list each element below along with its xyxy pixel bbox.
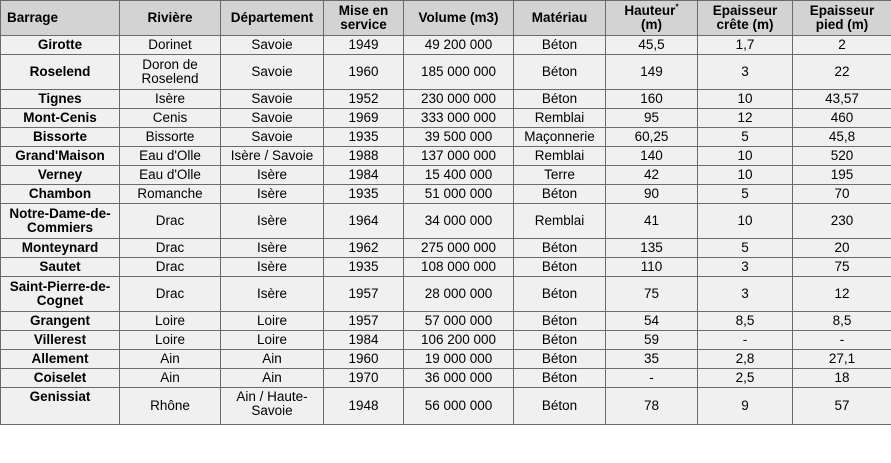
cell-departement: Loire	[221, 331, 324, 350]
cell-mise-en-service: 1948	[324, 388, 404, 425]
cell-hauteur: 60,25	[606, 128, 698, 147]
cell-epaisseur-pied: 43,57	[793, 90, 891, 109]
table-body	[1, 36, 891, 425]
cell-volume: 333 000 000	[404, 109, 514, 128]
cell-epaisseur-pied: 70	[793, 185, 891, 204]
cell-departement: Isère	[221, 277, 324, 312]
header-hauteur-unit: (m)	[641, 17, 662, 32]
cell-departement: Isère	[221, 258, 324, 277]
table-row	[1, 277, 891, 312]
cell-departement: Isère / Savoie	[221, 147, 324, 166]
header-volume: Volume (m3)	[404, 1, 514, 36]
cell-volume: 230 000 000	[404, 90, 514, 109]
cell-epaisseur-pied: 22	[793, 55, 891, 90]
cell-departement: Isère	[221, 166, 324, 185]
table-row	[1, 331, 891, 350]
cell-epaisseur-crete: 10	[698, 166, 793, 185]
cell-hauteur: 149	[606, 55, 698, 90]
cell-hauteur: 41	[606, 204, 698, 239]
cell-barrage: Monteynard	[1, 239, 120, 258]
table-row	[1, 109, 891, 128]
cell-materiau: Remblai	[514, 147, 606, 166]
cell-hauteur: 42	[606, 166, 698, 185]
cell-barrage: Villerest	[1, 331, 120, 350]
cell-departement: Isère	[221, 185, 324, 204]
cell-epaisseur-pied: 460	[793, 109, 891, 128]
cell-riviere: Loire	[120, 312, 221, 331]
cell-volume: 275 000 000	[404, 239, 514, 258]
cell-riviere: Drac	[120, 258, 221, 277]
table-row	[1, 204, 891, 239]
cell-epaisseur-crete: 3	[698, 55, 793, 90]
cell-mise-en-service: 1970	[324, 369, 404, 388]
cell-volume: 137 000 000	[404, 147, 514, 166]
cell-hauteur: 54	[606, 312, 698, 331]
cell-materiau: Béton	[514, 277, 606, 312]
cell-mise-en-service: 1960	[324, 350, 404, 369]
cell-materiau: Béton	[514, 369, 606, 388]
cell-materiau: Remblai	[514, 204, 606, 239]
cell-departement: Savoie	[221, 90, 324, 109]
header-mise-en-service: Mise en service	[324, 1, 404, 36]
cell-departement: Isère	[221, 204, 324, 239]
cell-barrage: Allement	[1, 350, 120, 369]
cell-barrage: Tignes	[1, 90, 120, 109]
cell-barrage: Bissorte	[1, 128, 120, 147]
header-hauteur-note-mark: *	[675, 2, 679, 12]
cell-departement: Savoie	[221, 109, 324, 128]
cell-hauteur: 45,5	[606, 36, 698, 55]
header-materiau: Matériau	[514, 1, 606, 36]
cell-barrage: Mont-Cenis	[1, 109, 120, 128]
cell-volume: 108 000 000	[404, 258, 514, 277]
header-riviere: Rivière	[120, 1, 221, 36]
cell-epaisseur-crete: 1,7	[698, 36, 793, 55]
table-row	[1, 128, 891, 147]
cell-materiau: Béton	[514, 55, 606, 90]
cell-epaisseur-crete: 2,5	[698, 369, 793, 388]
cell-materiau: Béton	[514, 388, 606, 425]
cell-departement: Savoie	[221, 36, 324, 55]
cell-epaisseur-crete: -	[698, 331, 793, 350]
header-barrage: Barrage	[1, 1, 120, 36]
cell-volume: 185 000 000	[404, 55, 514, 90]
cell-mise-en-service: 1935	[324, 258, 404, 277]
table-row	[1, 185, 891, 204]
cell-mise-en-service: 1960	[324, 55, 404, 90]
cell-riviere: Drac	[120, 204, 221, 239]
cell-barrage: Verney	[1, 166, 120, 185]
cell-epaisseur-pied: 20	[793, 239, 891, 258]
cell-epaisseur-pied: 230	[793, 204, 891, 239]
cell-riviere: Loire	[120, 331, 221, 350]
cell-barrage: Notre-Dame-de-Commiers	[1, 204, 120, 239]
cell-materiau: Maçonnerie	[514, 128, 606, 147]
cell-epaisseur-pied: 18	[793, 369, 891, 388]
cell-hauteur: 90	[606, 185, 698, 204]
cell-materiau: Béton	[514, 350, 606, 369]
table-row	[1, 147, 891, 166]
cell-epaisseur-pied: 45,8	[793, 128, 891, 147]
cell-volume: 51 000 000	[404, 185, 514, 204]
cell-epaisseur-pied: 8,5	[793, 312, 891, 331]
cell-epaisseur-crete: 12	[698, 109, 793, 128]
cell-hauteur: 135	[606, 239, 698, 258]
cell-volume: 36 000 000	[404, 369, 514, 388]
cell-epaisseur-crete: 9	[698, 388, 793, 425]
cell-epaisseur-pied: 12	[793, 277, 891, 312]
cell-departement: Savoie	[221, 55, 324, 90]
cell-departement: Loire	[221, 312, 324, 331]
cell-departement: Isère	[221, 239, 324, 258]
header-hauteur	[606, 1, 698, 36]
cell-mise-en-service: 1964	[324, 204, 404, 239]
cell-riviere: Bissorte	[120, 128, 221, 147]
cell-epaisseur-crete: 10	[698, 204, 793, 239]
cell-epaisseur-crete: 5	[698, 239, 793, 258]
cell-materiau: Béton	[514, 90, 606, 109]
cell-epaisseur-crete: 5	[698, 185, 793, 204]
cell-riviere: Doron de Roselend	[120, 55, 221, 90]
cell-barrage: Coiselet	[1, 369, 120, 388]
cell-hauteur: 78	[606, 388, 698, 425]
cell-barrage: Grangent	[1, 312, 120, 331]
cell-riviere: Ain	[120, 369, 221, 388]
cell-hauteur: 75	[606, 277, 698, 312]
cell-volume: 39 500 000	[404, 128, 514, 147]
cell-hauteur: 140	[606, 147, 698, 166]
table-row	[1, 90, 891, 109]
cell-barrage: Genissiat	[1, 388, 120, 425]
cell-epaisseur-crete: 3	[698, 277, 793, 312]
cell-volume: 106 200 000	[404, 331, 514, 350]
cell-departement: Ain	[221, 369, 324, 388]
cell-barrage: Grand'Maison	[1, 147, 120, 166]
cell-volume: 15 400 000	[404, 166, 514, 185]
table-row	[1, 36, 891, 55]
table-row	[1, 258, 891, 277]
cell-mise-en-service: 1957	[324, 312, 404, 331]
cell-materiau: Béton	[514, 239, 606, 258]
cell-riviere: Drac	[120, 239, 221, 258]
cell-barrage: Roselend	[1, 55, 120, 90]
cell-barrage: Sautet	[1, 258, 120, 277]
cell-epaisseur-pied: 57	[793, 388, 891, 425]
cell-volume: 56 000 000	[404, 388, 514, 425]
table-row	[1, 239, 891, 258]
table-row	[1, 166, 891, 185]
cell-volume: 49 200 000	[404, 36, 514, 55]
cell-hauteur: 35	[606, 350, 698, 369]
cell-riviere: Romanche	[120, 185, 221, 204]
cell-epaisseur-crete: 10	[698, 90, 793, 109]
cell-mise-en-service: 1935	[324, 185, 404, 204]
cell-materiau: Béton	[514, 36, 606, 55]
cell-epaisseur-pied: 75	[793, 258, 891, 277]
cell-riviere: Dorinet	[120, 36, 221, 55]
cell-epaisseur-pied: 520	[793, 147, 891, 166]
header-hauteur-label: Hauteur	[624, 3, 676, 18]
cell-mise-en-service: 1984	[324, 331, 404, 350]
cell-volume: 57 000 000	[404, 312, 514, 331]
table-row	[1, 350, 891, 369]
cell-barrage: Saint-Pierre-de-Cognet	[1, 277, 120, 312]
cell-epaisseur-pied: 2	[793, 36, 891, 55]
cell-materiau: Béton	[514, 312, 606, 331]
cell-departement: Savoie	[221, 128, 324, 147]
table-row	[1, 369, 891, 388]
cell-epaisseur-crete: 8,5	[698, 312, 793, 331]
table-row	[1, 388, 891, 425]
cell-epaisseur-crete: 2,8	[698, 350, 793, 369]
cell-riviere: Isère	[120, 90, 221, 109]
cell-mise-en-service: 1962	[324, 239, 404, 258]
header-epaisseur-crete: Epaisseur crête (m)	[698, 1, 793, 36]
cell-epaisseur-crete: 5	[698, 128, 793, 147]
cell-materiau: Béton	[514, 331, 606, 350]
cell-epaisseur-crete: 10	[698, 147, 793, 166]
cell-materiau: Remblai	[514, 109, 606, 128]
cell-epaisseur-crete: 3	[698, 258, 793, 277]
cell-hauteur: 59	[606, 331, 698, 350]
cell-mise-en-service: 1935	[324, 128, 404, 147]
cell-riviere: Cenis	[120, 109, 221, 128]
cell-mise-en-service: 1952	[324, 90, 404, 109]
cell-epaisseur-pied: 27,1	[793, 350, 891, 369]
cell-mise-en-service: 1957	[324, 277, 404, 312]
table-row	[1, 55, 891, 90]
cell-epaisseur-pied: 195	[793, 166, 891, 185]
cell-departement: Ain	[221, 350, 324, 369]
cell-barrage: Chambon	[1, 185, 120, 204]
header-departement: Département	[221, 1, 324, 36]
cell-materiau: Béton	[514, 185, 606, 204]
cell-volume: 28 000 000	[404, 277, 514, 312]
cell-barrage: Girotte	[1, 36, 120, 55]
cell-hauteur: 160	[606, 90, 698, 109]
cell-hauteur: 95	[606, 109, 698, 128]
cell-materiau: Terre	[514, 166, 606, 185]
cell-hauteur: -	[606, 369, 698, 388]
cell-mise-en-service: 1949	[324, 36, 404, 55]
cell-mise-en-service: 1969	[324, 109, 404, 128]
cell-materiau: Béton	[514, 258, 606, 277]
cell-riviere: Ain	[120, 350, 221, 369]
cell-volume: 34 000 000	[404, 204, 514, 239]
cell-riviere: Drac	[120, 277, 221, 312]
header-row	[1, 1, 891, 36]
cell-mise-en-service: 1988	[324, 147, 404, 166]
cell-hauteur: 110	[606, 258, 698, 277]
cell-departement: Ain / Haute-Savoie	[221, 388, 324, 425]
cell-riviere: Eau d'Olle	[120, 147, 221, 166]
table-row	[1, 312, 891, 331]
cell-riviere: Rhône	[120, 388, 221, 425]
cell-epaisseur-pied: -	[793, 331, 891, 350]
header-epaisseur-pied: Epaisseur pied (m)	[793, 1, 891, 36]
cell-riviere: Eau d'Olle	[120, 166, 221, 185]
cell-mise-en-service: 1984	[324, 166, 404, 185]
cell-volume: 19 000 000	[404, 350, 514, 369]
